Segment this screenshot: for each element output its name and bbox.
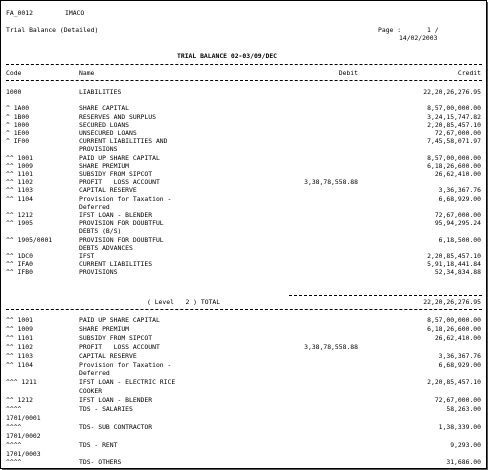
row-code: ^^^^ <box>6 405 22 413</box>
row-credit: 8,57,00,000.00 <box>427 316 481 324</box>
row-credit: 3,36,367.76 <box>438 186 481 195</box>
row-code: ^ 1E00 <box>6 129 30 137</box>
row-name: UNSECURED LOANS <box>79 129 137 137</box>
row-credit: 3,24,15,747.82 <box>427 112 481 121</box>
row-code: ^^ 1212 <box>6 396 33 405</box>
row-code: ^^ 1001 <box>6 316 33 324</box>
row-code: ^^ IFA0 <box>6 260 33 269</box>
row-name: IFST LOAN - ELECTRIC RICE <box>79 378 176 387</box>
table-row <box>1 317 486 324</box>
row-code: ^^^^ <box>6 422 22 431</box>
table-row <box>1 424 486 431</box>
table-row <box>1 245 486 252</box>
table-row <box>1 138 486 145</box>
row-code: ^^ 1212 <box>6 211 33 219</box>
column-header-name: Name <box>79 69 95 77</box>
table-row <box>1 155 486 162</box>
row-credit: 2,20,85,457.10 <box>427 378 481 387</box>
row-name: TDS- OTHERS <box>79 458 122 467</box>
table-row <box>1 114 486 121</box>
row-name: CAPITAL RESERVE <box>79 186 137 195</box>
row-name: IFST <box>79 252 95 260</box>
row-name: RESERVES AND SURPLUS <box>79 112 156 121</box>
column-header-debit: Debit <box>338 69 358 77</box>
row-credit: 8,57,00,000.00 <box>427 153 481 162</box>
table-row <box>1 415 486 422</box>
row-code: ^^ 1102 <box>6 342 33 351</box>
table-row <box>1 130 486 137</box>
row-name: Provision for Taxation - <box>79 194 172 203</box>
row-credit: 1,38,339.00 <box>438 422 481 431</box>
table-row <box>1 459 486 466</box>
row-name: Deferred <box>79 202 110 211</box>
report-name: Trial Balance (Detailed) <box>6 26 99 34</box>
company-name: IMACO <box>65 9 85 17</box>
row-name: PROFIT LOSS ACCOUNT <box>79 178 160 187</box>
row-credit: 72,67,000.00 <box>434 211 481 219</box>
row-credit: 3,36,367.76 <box>438 351 481 360</box>
row-code: ^^ 1101 <box>6 170 33 178</box>
report-id: FA_0012 <box>6 9 33 17</box>
row-name: CURRENT LIABILITIES <box>79 260 153 269</box>
table-row <box>1 105 486 112</box>
total-rule-top <box>289 295 482 296</box>
row-code: ^^ 1103 <box>6 186 33 195</box>
row-name: SUBSIDY FROM SIPCOT <box>79 333 153 342</box>
table-row <box>1 362 486 369</box>
row-name: PROFIT LOSS ACCOUNT <box>79 342 160 351</box>
table-row <box>1 253 486 260</box>
row-code: ^ 1000 <box>6 120 30 129</box>
row-credit: 31,686.00 <box>446 458 481 467</box>
row-name: CURRENT LIABILITIES AND <box>79 137 168 146</box>
row-name: Provision for Taxation - <box>79 360 172 369</box>
row-credit: 72,67,000.00 <box>434 396 481 405</box>
row-name: SHARE PREMIUM <box>79 161 130 170</box>
row-credit: 8,57,00,000.00 <box>427 104 481 113</box>
row-credit: 6,18,26,600.00 <box>427 324 481 333</box>
page-label: Page : <box>378 26 402 34</box>
table-row <box>1 163 486 170</box>
header-rule-top <box>6 64 482 65</box>
row-name: LIABILITIES <box>79 88 122 96</box>
row-name: PAID UP SHARE CAPITAL <box>79 316 160 324</box>
level-total-row <box>1 299 486 306</box>
table-row <box>1 406 486 413</box>
table-row <box>1 433 486 440</box>
row-name: TDS - RENT <box>79 440 118 449</box>
row-credit: 6,68,929.00 <box>438 194 481 203</box>
row-credit: 6,18,26,600.00 <box>427 161 481 170</box>
table-row <box>1 451 486 458</box>
table-row <box>1 326 486 333</box>
table-row <box>1 397 486 404</box>
table-row <box>1 122 486 129</box>
row-credit: 58,263.00 <box>446 405 481 413</box>
page-number: 1 / <box>427 26 439 34</box>
table-row <box>1 379 486 386</box>
row-name: SECURED LOANS <box>79 120 130 129</box>
table-row <box>1 187 486 194</box>
row-name: PROVISION FOR DOUBTFUL <box>79 219 164 228</box>
row-code: ^^ 1DC0 <box>6 252 33 260</box>
row-credit: 72,67,000.00 <box>434 129 481 137</box>
row-credit: 6,68,929.00 <box>438 360 481 369</box>
column-header-row <box>1 70 486 77</box>
table-row <box>1 89 486 96</box>
table-row <box>1 269 486 276</box>
row-debit: 3,38,78,558.88 <box>304 342 358 351</box>
table-row <box>1 146 486 153</box>
row-credit: 26,62,410.00 <box>434 170 481 178</box>
table-row <box>1 220 486 227</box>
row-name: Deferred <box>79 369 110 378</box>
row-credit: 2,20,85,457.10 <box>427 120 481 129</box>
row-code: ^ 1B00 <box>6 112 30 121</box>
row-code: ^^ 1905/0001 <box>6 235 53 244</box>
row-credit: 6,18,500.00 <box>438 235 481 244</box>
row-code: ^^ IFB0 <box>6 268 33 277</box>
row-code: 1701/0001 <box>6 413 41 422</box>
table-row <box>1 228 486 235</box>
row-credit: 95,94,295.24 <box>434 219 481 228</box>
header-rule-bottom <box>6 80 482 81</box>
row-name: SHARE PREMIUM <box>79 324 130 333</box>
row-name: SHARE CAPITAL <box>79 104 130 113</box>
table-row <box>1 335 486 342</box>
row-code: ^ 1A00 <box>6 104 30 113</box>
row-name: PROVISIONS <box>79 145 118 154</box>
row-credit: 5,91,18,441.84 <box>427 260 481 269</box>
row-name: TDS- SUB CONTRACTOR <box>79 422 153 431</box>
table-row <box>1 388 486 395</box>
table-row <box>1 97 486 104</box>
row-credit: 22,20,26,276.95 <box>423 88 481 96</box>
row-code: ^^ 1103 <box>6 351 33 360</box>
row-code: ^ IF00 <box>6 137 30 146</box>
level-total-credit: 22,20,26,276.95 <box>423 298 481 306</box>
row-name: PROVISION FOR DOUBTFUL <box>79 235 164 244</box>
report-title: TRIAL BALANCE 02-03/09/DEC <box>177 52 278 60</box>
table-row <box>1 353 486 360</box>
row-code: ^^^^ <box>6 440 22 449</box>
total-rule-bottom <box>6 309 482 310</box>
row-name: TDS - SALARIES <box>79 405 133 413</box>
row-code: ^^ 1001 <box>6 153 33 162</box>
row-code: ^^ 1009 <box>6 161 33 170</box>
table-row <box>1 442 486 449</box>
row-code: ^^ 1009 <box>6 324 33 333</box>
row-name: IFST LOAN - BLENDER <box>79 396 153 405</box>
table-row <box>1 196 486 203</box>
row-name: PAID UP SHARE CAPITAL <box>79 153 160 162</box>
row-name: CAPITAL RESERVE <box>79 351 137 360</box>
row-code: ^^ 1101 <box>6 333 33 342</box>
row-name: DEBTS ADVANCES <box>79 243 133 252</box>
table-row <box>1 261 486 268</box>
row-code: 1701/0002 <box>6 431 41 440</box>
table-row <box>1 212 486 219</box>
table-row <box>1 237 486 244</box>
row-code: ^^ 1104 <box>6 360 33 369</box>
report-date: 14/02/2003 <box>399 34 438 42</box>
column-header-credit: Credit <box>457 69 481 77</box>
row-name: SUBSIDY FROM SIPCOT <box>79 170 153 178</box>
table-row <box>1 179 486 186</box>
row-code: ^^ 1102 <box>6 178 33 187</box>
table-row <box>1 204 486 211</box>
row-credit: 2,20,85,457.10 <box>427 252 481 260</box>
row-credit: 7,45,58,071.97 <box>427 137 481 146</box>
row-debit: 3,38,78,558.88 <box>304 178 358 187</box>
row-code: ^^ 1104 <box>6 194 33 203</box>
level-total-label: ( Level 2 ) TOTAL <box>147 298 221 306</box>
table-row <box>1 344 486 351</box>
row-credit: 26,62,410.00 <box>434 333 481 342</box>
column-header-code: Code <box>6 69 22 77</box>
row-code: ^^^ 1211 <box>6 378 37 387</box>
table-row <box>1 171 486 178</box>
row-code: ^^^^ <box>6 458 22 467</box>
row-code: ^^ 1905 <box>6 219 33 228</box>
row-name: DEBTS (B/S) <box>79 227 122 236</box>
table-row <box>1 370 486 377</box>
row-credit: 9,293.00 <box>450 440 481 449</box>
row-name: COOKER <box>79 387 103 396</box>
row-code: 1701/0003 <box>6 449 41 458</box>
row-code: 1000 <box>6 88 22 96</box>
row-name: PROVISIONS <box>79 268 118 277</box>
row-credit: 52,34,834.88 <box>434 268 481 277</box>
row-name: IFST LOAN - BLENDER <box>79 211 153 219</box>
